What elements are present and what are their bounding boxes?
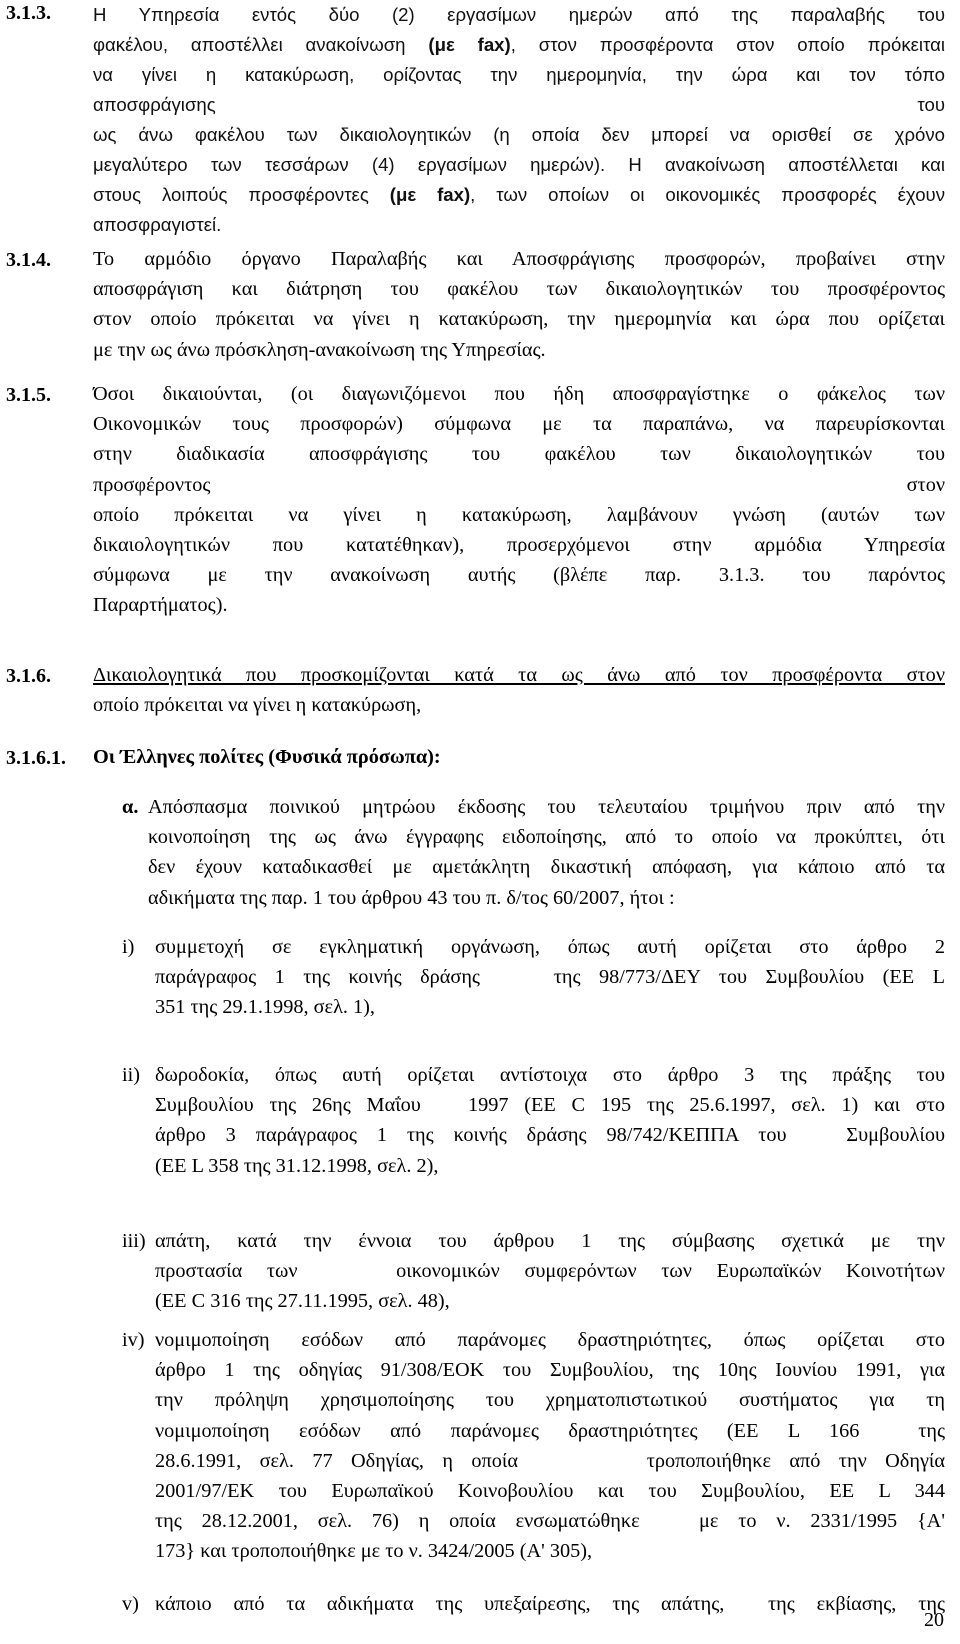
text-line: σύμφωνα με την ανακοίνωση αυτής (βλέπε παρ. 3.1.3. του παρόντος: [93, 564, 945, 587]
text-line: να γίνει η κατακύρωση, ορίζοντας την ημερομηνία, την ώρα και τον τόπο: [93, 64, 945, 85]
text-line: 2001/97/ΕΚ του Ευρωπαϊκού Κοινοβουλίου και του Συμβουλίου, ΕΕ L 344: [155, 1479, 945, 1502]
text-line: Δικαιολογητικά που προσκομίζονται κατά τα ως άνω από τον προσφέροντα στον: [93, 664, 945, 686]
section-number-3-1-4: 3.1.4.: [6, 249, 51, 271]
text-line: 351 της 29.1.1998, σελ. 1),: [155, 996, 376, 1019]
text-line: Απόσπασμα ποινικού μητρώου έκδοσης του τελευταίου τριμήνου πριν από την: [148, 796, 945, 818]
paragraph-3-1-3: [93, 0, 945, 240]
text-line: στους λοιπούς προσφέροντες (με fax), των οποίων οι οικονομικές προσφορές έχουν: [93, 184, 945, 205]
text-line: 173} και τροποποιήθηκε με το ν. 3424/2005 (Α' 305),: [155, 1540, 593, 1563]
text-line: (ΕΕ L 358 της 31.12.1998, σελ. 2),: [155, 1154, 439, 1177]
text-line: προσφέροντος στον: [93, 473, 945, 496]
list-label-i: i): [122, 936, 135, 958]
text-line: αδικήματα της παρ. 1 του άρθρου 43 του π. δ/τος 60/2007, ήτοι :: [148, 886, 675, 909]
text-line: αποσφραγιστεί.: [93, 214, 222, 235]
text-line: την πρόληψη χρησιμοποίησης του χρηματοπιστωτικού συστήματος για τη: [155, 1389, 945, 1412]
list-item-i: [155, 932, 945, 1023]
text-line: της 28.12.2001, σελ. 76) η οποία ενσωματώθηκε με το ν. 2331/1995 {Α': [155, 1510, 945, 1533]
list-item-v: [155, 1589, 945, 1619]
paragraph-3-1-6: [93, 660, 945, 720]
list-label-iv: iv): [122, 1329, 145, 1351]
text-line: κάποιο από τα αδικήματα της υπεξαίρεσης, της απάτης, της εκβίασης, της: [155, 1593, 945, 1615]
text-line: απάτη, κατά την έννοια του άρθρου 1 της σύμβασης σχετικά με την: [155, 1230, 945, 1252]
text-line: ως άνω φακέλου των δικαιολογητικών (η οποία δεν μπορεί να ορισθεί σε χρόνο: [93, 124, 945, 145]
text-line: οποίο πρόκειται να γίνει η κατακύρωση, λαμβάνουν γνώση (αυτών των: [93, 503, 945, 526]
text-line: στην διαδικασία αποσφράγισης του φακέλου των δικαιολογητικών του: [93, 443, 945, 466]
text-line: παράγραφος 1 της κοινής δράσης της 98/773/ΔΕΥ του Συμβουλίου (ΕΕ L: [155, 966, 945, 989]
list-item-ii: [155, 1060, 945, 1181]
text-line: δωροδοκία, όπως αυτή ορίζεται αντίστοιχα στο άρθρο 3 της πράξης του: [155, 1064, 945, 1086]
text-line: δεν έχουν καταδικασθεί με αμετάκλητη δικαστική απόφαση, για κάποιο από τα: [148, 856, 945, 879]
text-line: άρθρο 3 παράγραφος 1 της κοινής δράσης 98/742/ΚΕΠΠΑ του Συμβουλίου: [155, 1124, 945, 1147]
section-number-3-1-3: 3.1.3.: [6, 2, 51, 24]
list-label-v: v): [122, 1593, 139, 1615]
text-line: 28.6.1991, σελ. 77 Οδηγίας, η οποία τροποποιήθηκε από την Οδηγία: [155, 1449, 945, 1472]
text-line: κοινοποίηση της ως άνω έγγραφης ειδοποίησης, από το οποίο να προκύπτει, ότι: [148, 826, 945, 849]
text-line: Συμβουλίου της 26ης Μαΐου 1997 (ΕΕ C 195 της 25.6.1997, σελ. 1) και στο: [155, 1094, 945, 1117]
text-line: Όσοι δικαιούνται, (οι διαγωνιζόμενοι που ήδη αποσφραγίστηκε ο φάκελος των: [93, 383, 945, 405]
text-line: Παραρτήματος).: [93, 594, 228, 617]
text-line: φακέλου, αποστέλλει ανακοίνωση (με fax), στον προσφέροντα στον οποίο πρόκειται: [93, 34, 945, 55]
paragraph-3-1-5: [93, 379, 945, 621]
text-line: Οικονομικών τους προσφορών) σύμφωνα με τα παραπάνω, να παρευρίσκονται: [93, 413, 945, 436]
text-line: νομιμοποίηση εσόδων από παράνομες δραστηριότητες, όπως ορίζεται στο: [155, 1329, 945, 1351]
text-line: αποσφράγιση και διάτρηση του φακέλου των δικαιολογητικών του προσφέροντος: [93, 278, 945, 301]
page-number: 20: [924, 1609, 944, 1631]
text-line: με την ως άνω πρόσκληση-ανακοίνωση της Υπηρεσίας.: [93, 338, 546, 361]
list-label-alpha: α.: [122, 796, 139, 818]
section-number-3-1-6-1: 3.1.6.1.: [6, 747, 66, 769]
list-item-iii: [155, 1226, 945, 1317]
text-line: (ΕΕ C 316 της 27.11.1995, σελ. 48),: [155, 1290, 450, 1313]
section-number-3-1-5: 3.1.5.: [6, 384, 51, 406]
list-item-iv: [155, 1325, 945, 1567]
text-line: Το αρμόδιο όργανο Παραλαβής και Αποσφράγισης προσφορών, προβαίνει στην: [93, 248, 945, 270]
text-line: Η Υπηρεσία εντός δύο (2) εργασίμων ημερών από της παραλαβής του: [93, 4, 945, 25]
text-line: προστασία των οικονομικών συμφερόντων των Ευρωπαϊκών Κοινοτήτων: [155, 1260, 945, 1283]
text-line: άρθρο 1 της οδηγίας 91/308/ΕΟΚ του Συμβουλίου, της 10ης Ιουνίου 1991, για: [155, 1359, 945, 1382]
text-line: αποσφράγισης του: [93, 94, 945, 115]
list-label-iii: iii): [122, 1230, 146, 1252]
list-label-ii: ii): [122, 1064, 141, 1086]
text-line: στον οποίο πρόκειται να γίνει η κατακύρωση, την ημερομηνία και ώρα που ορίζεται: [93, 308, 945, 331]
text-line: μεγαλύτερο των τεσσάρων (4) εργασίμων ημερών). Η ανακοίνωση αποστέλλεται και: [93, 154, 945, 175]
text-line: συμμετοχή σε εγκληματική οργάνωση, όπως αυτή ορίζεται στο άρθρο 2: [155, 936, 945, 958]
text-line: νομιμοποίηση εσόδων από παράνομες δραστηριότητες (ΕΕ L 166 της: [155, 1419, 945, 1442]
text-line: δικαιολογητικών που κατατέθηκαν), προσερχόμενοι στην αρμόδια Υπηρεσία: [93, 533, 945, 556]
section-number-3-1-6: 3.1.6.: [6, 665, 51, 687]
section-heading: Οι Έλληνες πολίτες (Φυσικά πρόσωπα):: [93, 746, 441, 768]
text-line: οποίο πρόκειται να γίνει η κατακύρωση,: [93, 694, 422, 717]
paragraph-alpha: [148, 792, 945, 913]
paragraph-3-1-4: [93, 244, 945, 365]
